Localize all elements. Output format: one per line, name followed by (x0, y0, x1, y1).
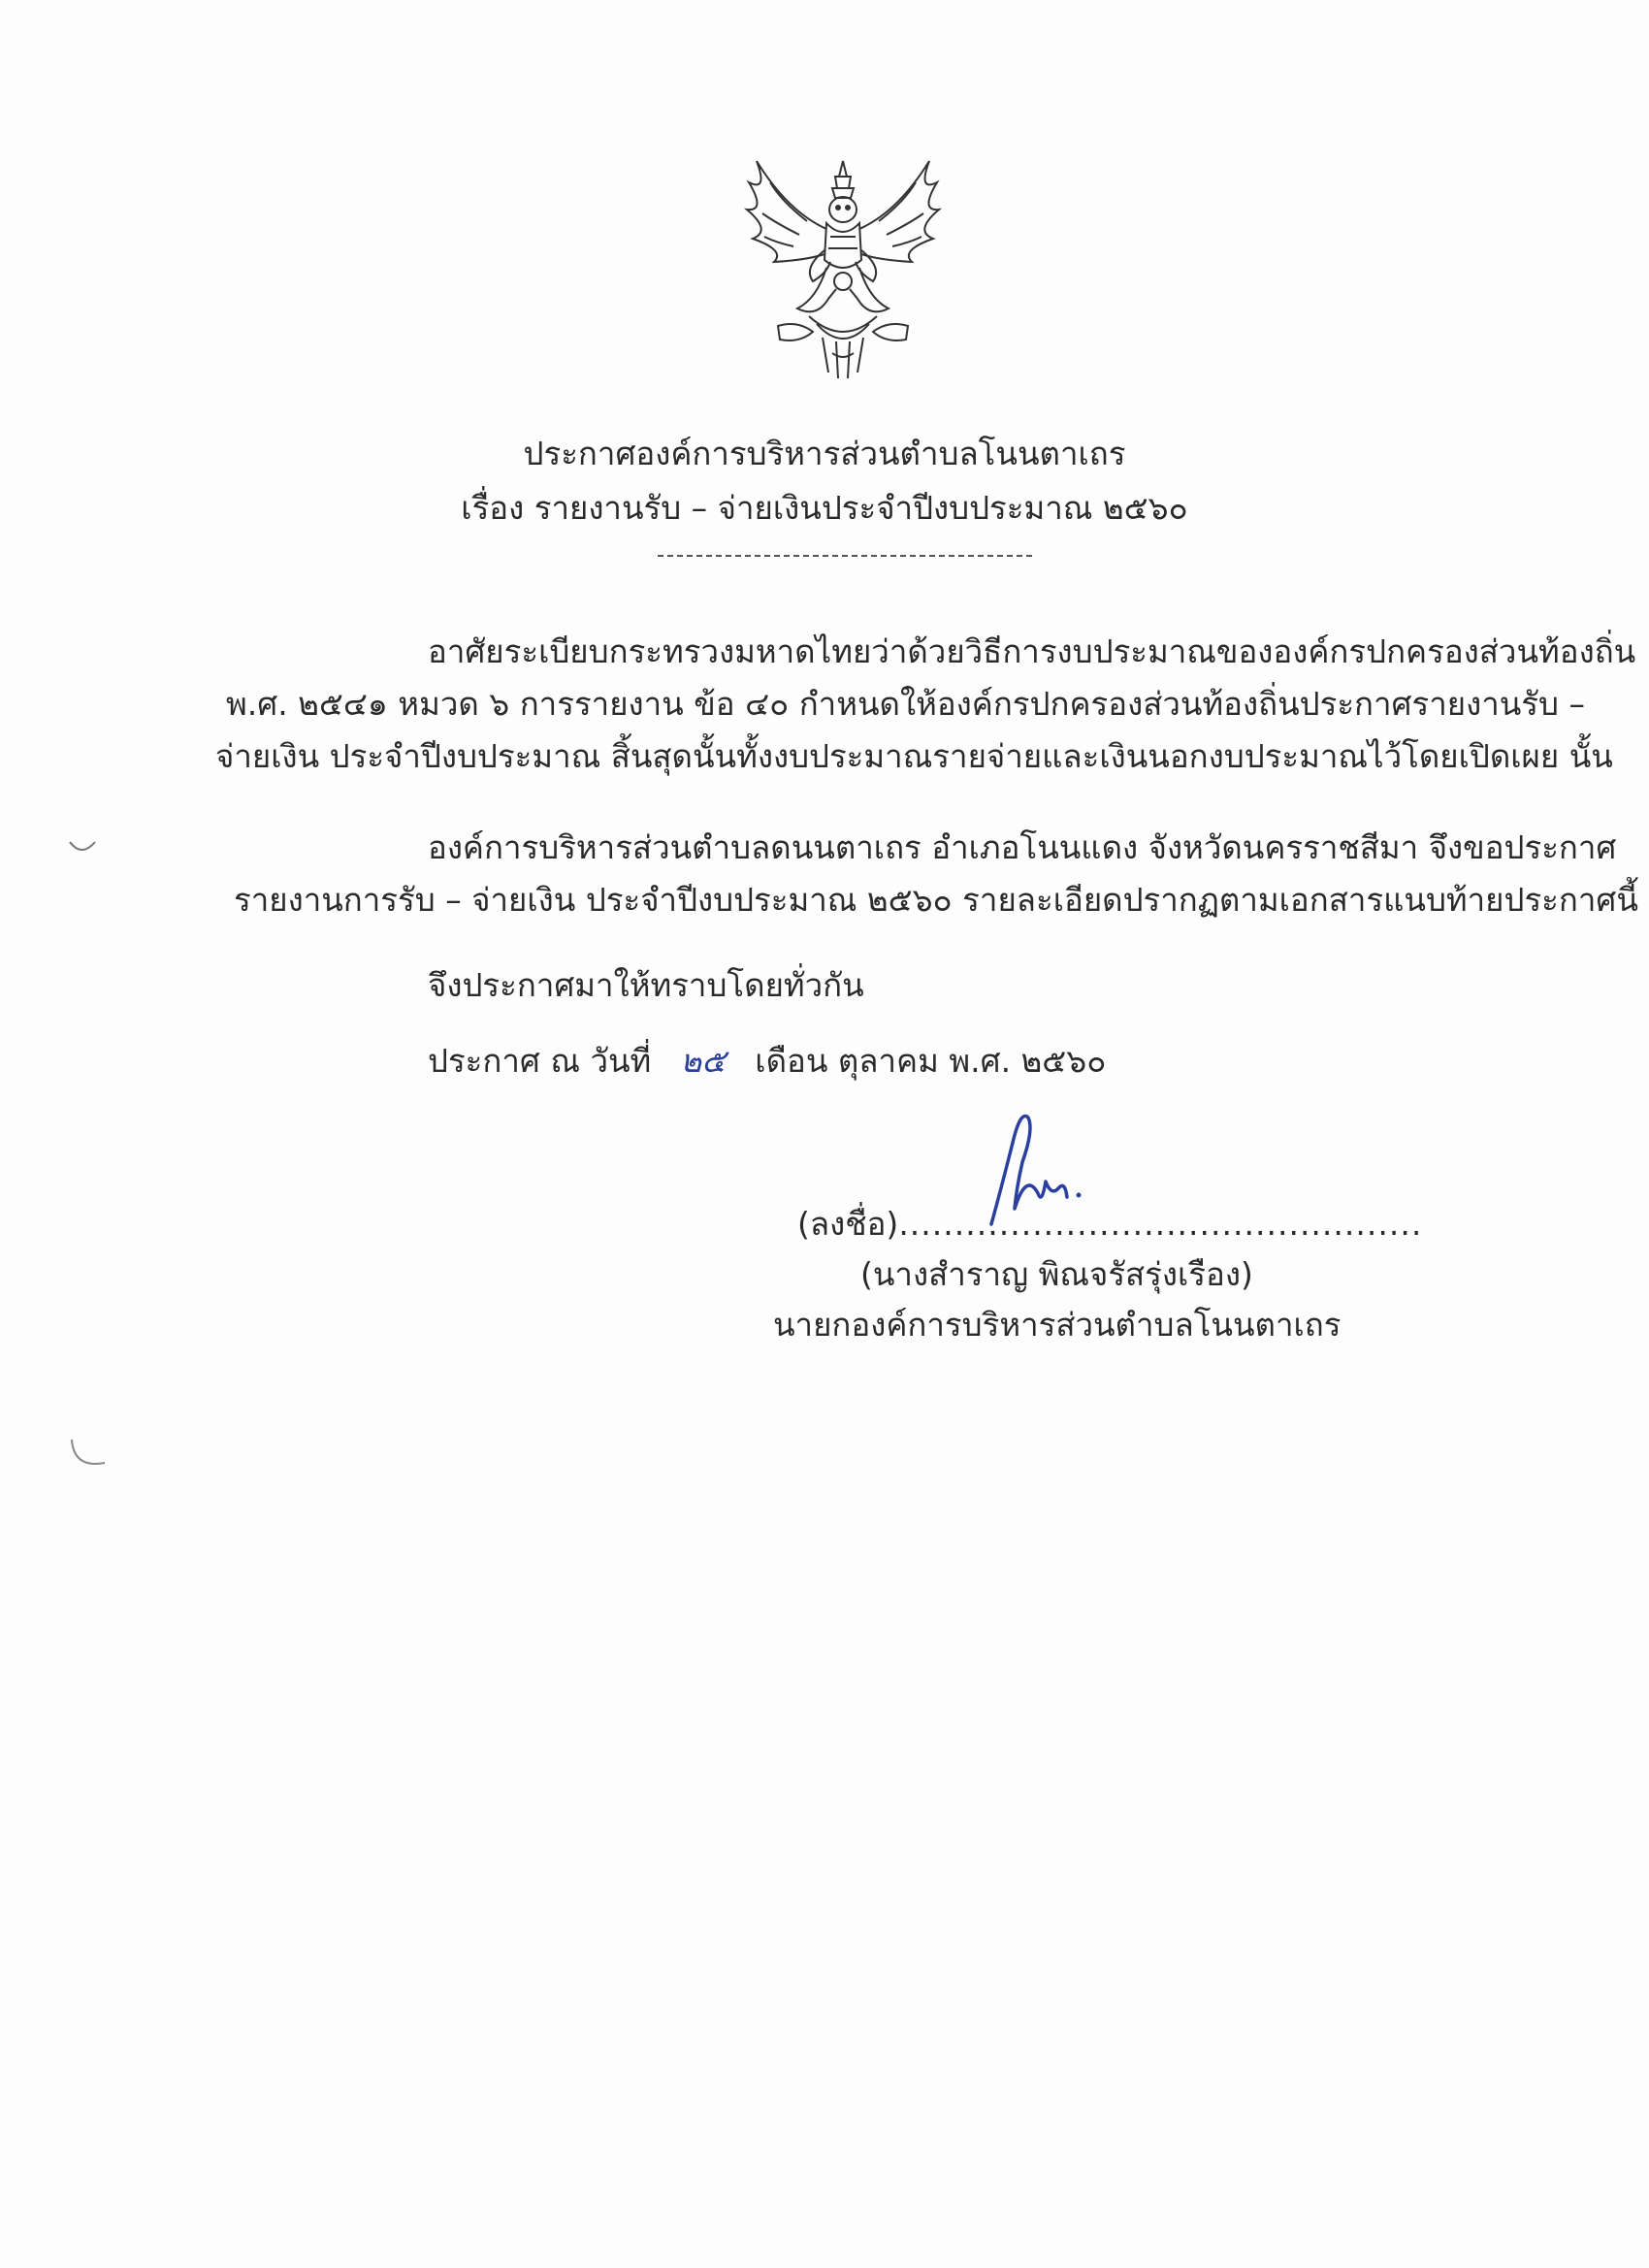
punch-hole-mark (66, 1434, 113, 1478)
header-divider (658, 555, 1032, 557)
signatory-name: (นางสำราญ พิณจรัสรุ่งเรือง) (860, 1255, 1253, 1293)
date-day-handwritten: ๒๕ (680, 1042, 727, 1080)
closing-statement: จึงประกาศมาให้ทราบโดยทั่วกัน (428, 966, 864, 1004)
date-suffix: เดือน ตุลาคม พ.ศ. ๒๕๖๐ (755, 1042, 1107, 1080)
paragraph-1-line-1: อาศัยระเบียบกระทรวงมหาดไทยว่าด้วยวิธีการงบประมาณขององค์กรปกครองส่วนท้องถิ่น (428, 632, 1636, 670)
garuda-emblem-icon (739, 153, 947, 382)
paragraph-2-line-2: รายงานการรับ – จ่ายเงิน ประจำปีงบประมาณ ๒๕๖๐ รายละเอียดปรากฏตามเอกสารแนบท้ายประกาศนี้ (234, 881, 1638, 919)
date-line (428, 1040, 1106, 1083)
announcement-title: ประกาศองค์การบริหารส่วนตำบลโนนตาเถร (523, 435, 1126, 472)
signatory-position: นายกองค์การบริหารส่วนตำบลโนนตาเถร (773, 1306, 1342, 1344)
handwritten-signature (978, 1104, 1094, 1230)
signature-line (797, 1203, 1422, 1246)
signature-leader: ............................................... (898, 1205, 1423, 1243)
date-prefix: ประกาศ ณ วันที่ (428, 1042, 652, 1080)
punch-hole-mark (66, 836, 99, 865)
paragraph-2-line-1: องค์การบริหารส่วนตำบลดนนตาเถร อำเภอโนนแดง จังหวัดนครราชสีมา จึงขอประกาศ (428, 828, 1617, 866)
sign-label: (ลงชื่อ) (797, 1205, 899, 1243)
paragraph-1-line-2: พ.ศ. ๒๕๔๑ หมวด ๖ การรายงาน ข้อ ๔๐ กำหนดให้องค์กรปกครองส่วนท้องถิ่นประกาศรายงานรับ – (226, 685, 1585, 723)
paragraph-1-line-3: จ่ายเงิน ประจำปีงบประมาณ สิ้นสุดนั้นทั้งงบประมาณรายจ่ายและเงินนอกงบประมาณไว้โดยเปิดเผย นั้น (215, 737, 1613, 775)
announcement-subject: เรื่อง รายงานรับ – จ่ายเงินประจำปีงบประมาณ ๒๕๖๐ (461, 489, 1188, 527)
